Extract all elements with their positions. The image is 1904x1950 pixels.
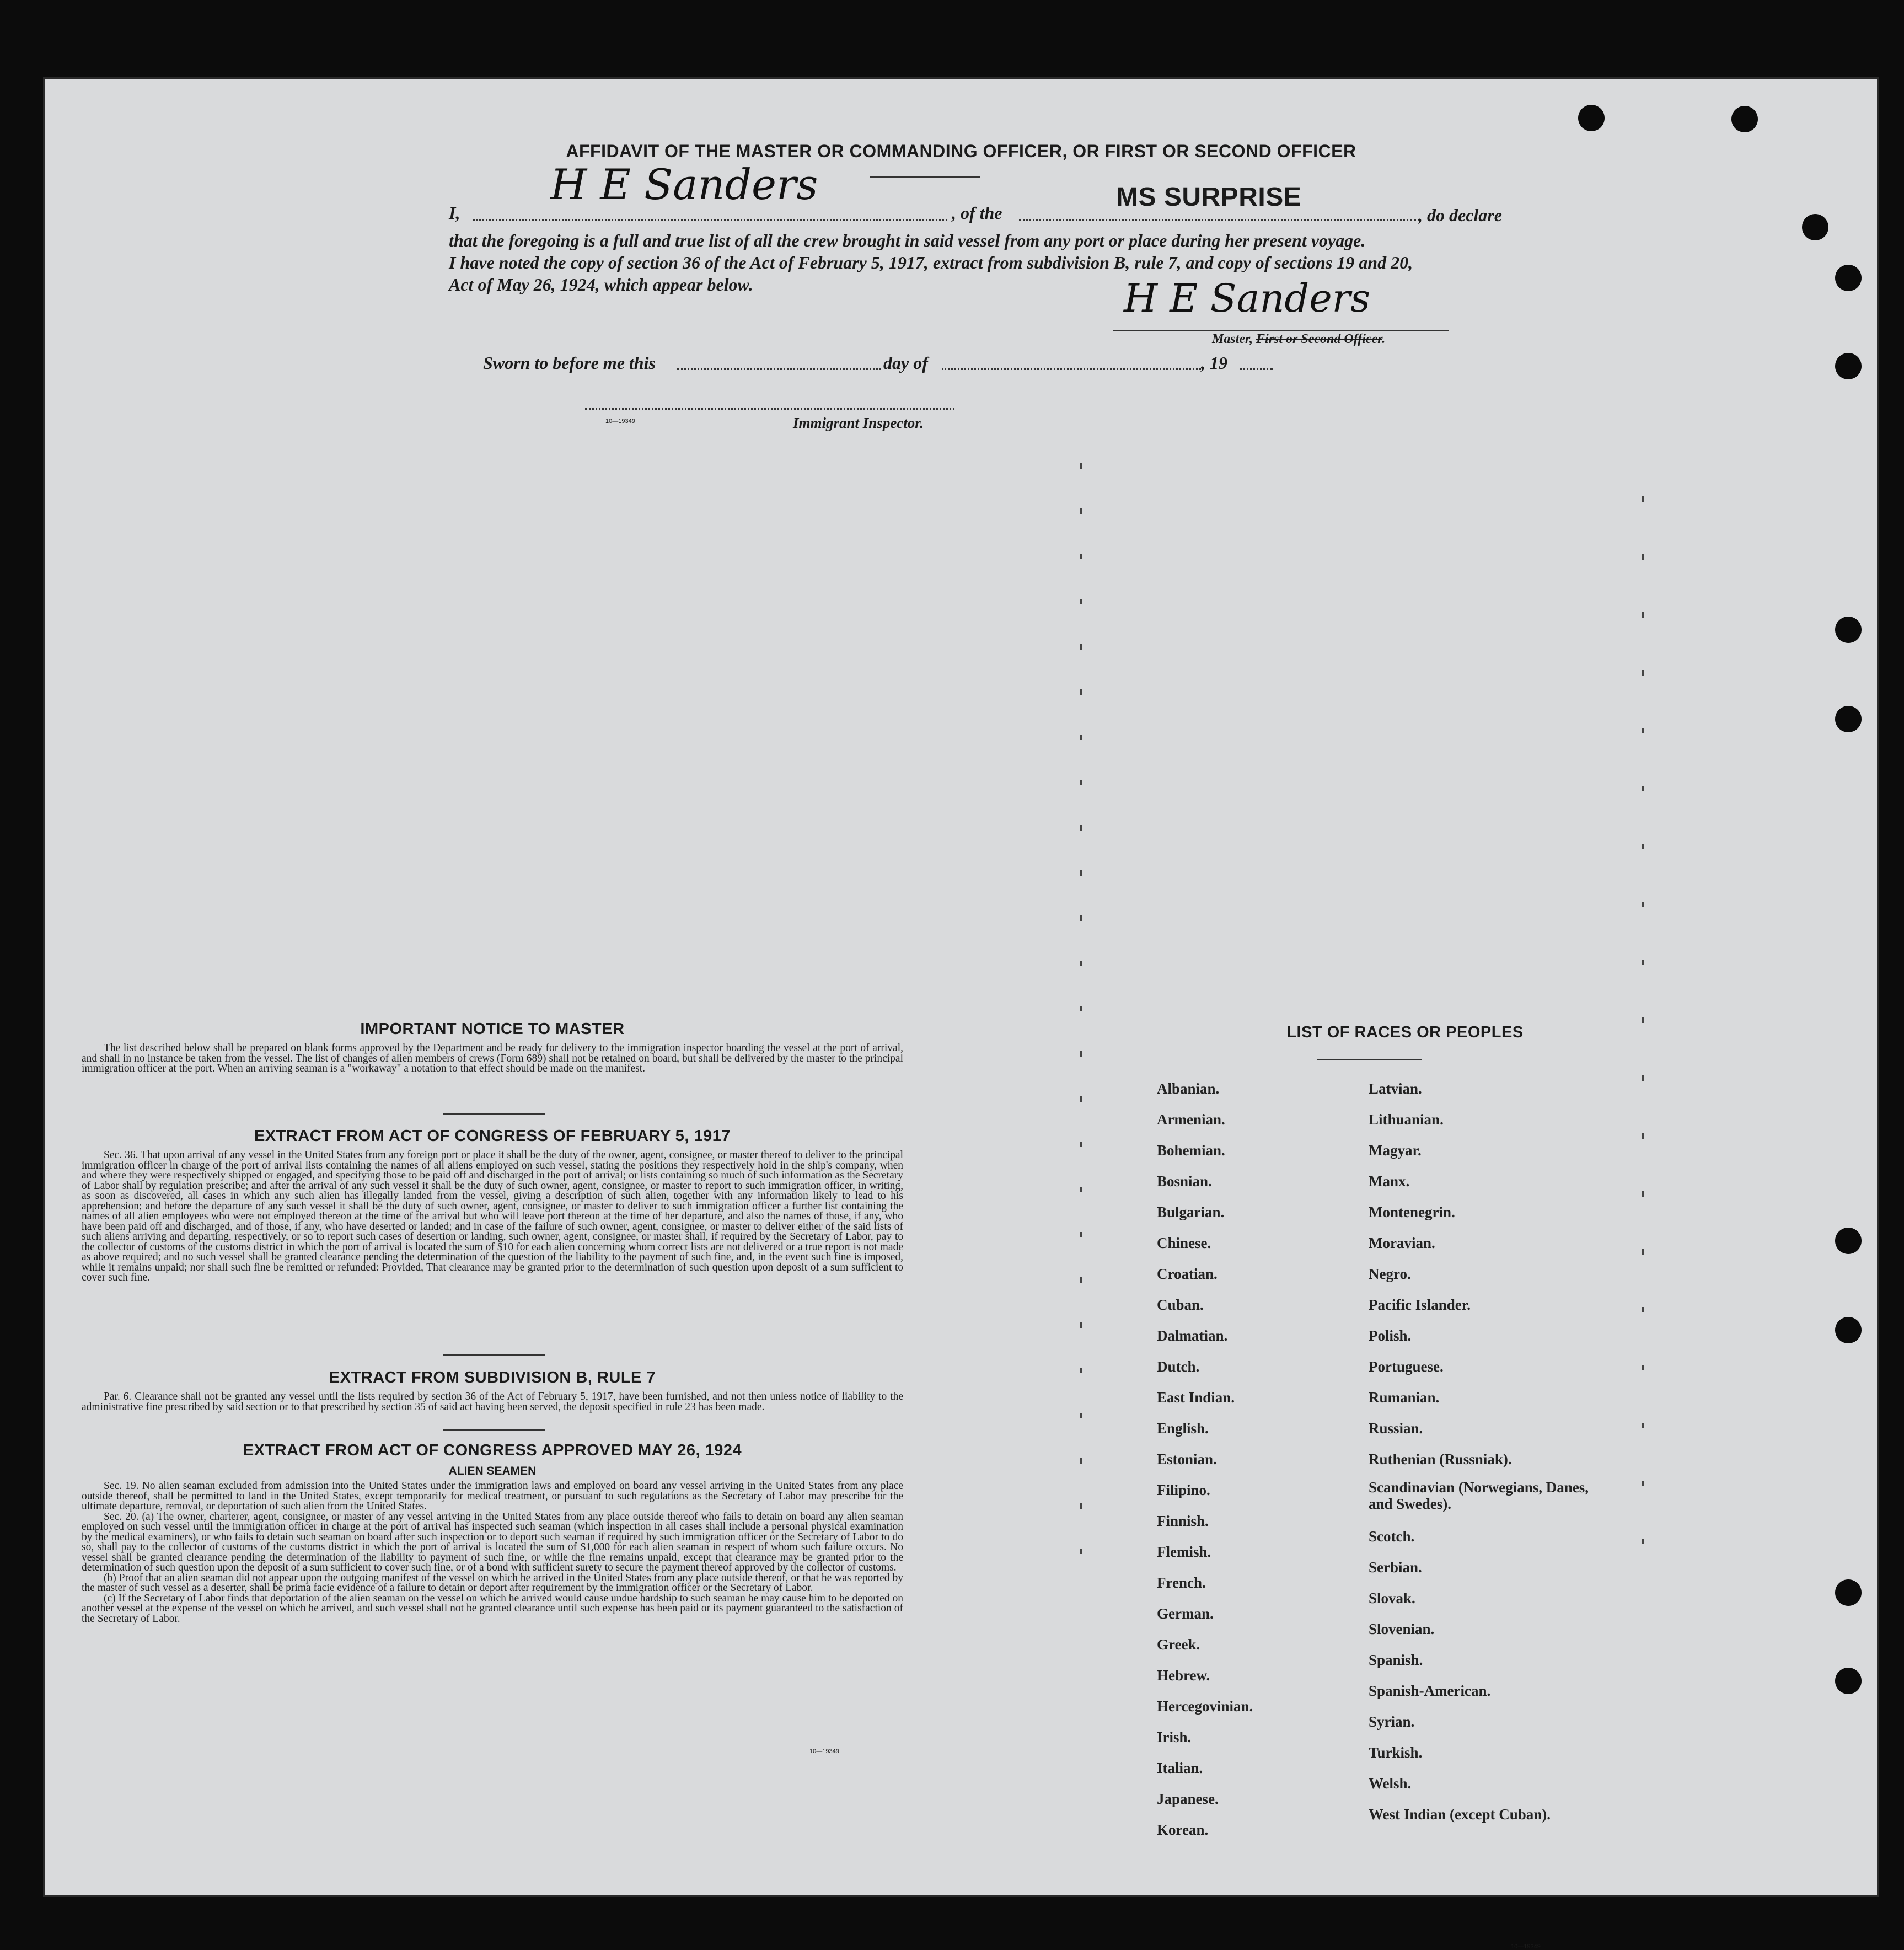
race-item: Montenegrin. bbox=[1369, 1204, 1455, 1220]
signature-caption: Master, First or Second Officer. bbox=[1212, 332, 1386, 346]
notice-rule bbox=[443, 1113, 545, 1115]
speck-mark bbox=[1080, 1503, 1082, 1509]
race-item: Lithuanian. bbox=[1369, 1111, 1444, 1128]
master-signature-2: H E Sanders bbox=[1124, 276, 1371, 321]
race-item: Moravian. bbox=[1369, 1235, 1435, 1251]
punch-hole bbox=[1731, 106, 1758, 132]
speck-mark bbox=[1080, 1006, 1082, 1011]
speck-mark bbox=[1080, 644, 1082, 650]
punch-hole bbox=[1802, 214, 1828, 240]
race-item: Slovak. bbox=[1369, 1590, 1415, 1606]
punch-hole bbox=[1578, 105, 1605, 131]
race-item: Polish. bbox=[1369, 1327, 1412, 1344]
name-line bbox=[473, 219, 947, 221]
sec20b-text: (b) Proof that an alien seaman did not appear upon the outgoing manifest of the vessel on which he arrived in the United States from any place outside thereof, or that he was reported by the master of such vessel as a deserter, shall be prima facie evidence of a failure to detain or deport after requirement by the immigration officer or the Secretary of Labor. bbox=[82, 1572, 903, 1594]
speck-mark bbox=[1642, 786, 1644, 791]
speck-mark bbox=[1642, 1365, 1644, 1370]
speck-mark bbox=[1080, 1277, 1082, 1283]
sworn-label: Sworn to before me this bbox=[483, 353, 656, 373]
affidavit-prefix: I, bbox=[449, 203, 460, 223]
punch-hole bbox=[1835, 1579, 1862, 1606]
speck-mark bbox=[1642, 612, 1644, 618]
speck-mark bbox=[1080, 463, 1082, 469]
form-code-bottom-left: 10—19349 bbox=[809, 1748, 839, 1755]
race-item: Scotch. bbox=[1369, 1528, 1415, 1545]
speck-mark bbox=[1642, 1423, 1644, 1428]
race-item: Rumanian. bbox=[1369, 1389, 1440, 1406]
punch-hole bbox=[1835, 1668, 1862, 1694]
race-item: Greek. bbox=[1157, 1636, 1200, 1653]
race-item: Bulgarian. bbox=[1157, 1204, 1225, 1220]
race-item: Italian. bbox=[1157, 1760, 1203, 1776]
rule7-text: Par. 6. Clearance shall not be granted any vessel until the lists required by section 36 of the Act of February 5, 1917, have been furnished, and not then unless notice of liability to the administrative fine prescribed by said section or to that prescribed by section 35 of said act having been served, the deposit specified in rule 23 has been made. bbox=[82, 1391, 903, 1413]
speck-mark bbox=[1642, 496, 1644, 502]
form-sheet bbox=[43, 77, 1879, 1950]
speck-mark bbox=[1642, 1017, 1644, 1023]
sec20a-text: Sec. 20. (a) The owner, charterer, agent, consignee, or master of any vessel arriving in the United States from any place outside thereof who fails to detain on board any alien seaman employed on such vessel until the immigration officer in charge at the port of arrival has inspected such seaman (which inspection in all cases shall include a personal physical examination by the medical examiners), or who fails to detain such seaman on board after such inspection or to deport such seaman if required by such immigration officer or the Secretary of Labor to do so, shall pay to the collector of customs of the customs district in which the port of arrival is located the sum of $1,000 for each alien seaman in respect of whom such failure occurs. No vessel shall be granted clearance pending the determination of the liability to payment of such fine, or while the fine remains unpaid, except that clearance may be granted prior to the determination of such question upon the deposit of a sum sufficient to cover such fine, or of a bond with sufficient surety to secure the payment thereof approved by the collector of customs. bbox=[82, 1510, 903, 1573]
affidavit-line-1: that the foregoing is a full and true list of all the crew brought in said vessel from any port or place during her present voyage. bbox=[449, 231, 1366, 250]
day-of-label: day of bbox=[883, 353, 928, 373]
speck-mark bbox=[1080, 1187, 1082, 1192]
race-item: Bosnian. bbox=[1157, 1173, 1212, 1190]
races-title: LIST OF RACES OR PEOPLES bbox=[1286, 1024, 1524, 1041]
race-item: Filipino. bbox=[1157, 1482, 1210, 1498]
sec20c-text: (c) If the Secretary of Labor finds that deportation of the alien seaman on the vessel on which he arrived would cause undue hardship to such seaman he may cause him to be deported on another vessel at the expense of the vessel on which he arrived, and such vessel shall not be granted clearance until such expense has been paid or its payment guaranteed to the satisfaction of the Secretary of Labor. bbox=[82, 1592, 903, 1625]
race-item: Hercegovinian. bbox=[1157, 1698, 1253, 1715]
race-item: Dalmatian. bbox=[1157, 1327, 1228, 1344]
speck-mark bbox=[1080, 825, 1082, 831]
extract-1917-title: EXTRACT FROM ACT OF CONGRESS OF FEBRUARY 5, 1917 bbox=[254, 1127, 731, 1145]
sworn-month-line bbox=[942, 368, 1201, 370]
race-item: Turkish. bbox=[1369, 1744, 1423, 1761]
speck-mark bbox=[1080, 508, 1082, 514]
race-item: Scandinavian (Norwegians, Danes, and Swedes). bbox=[1369, 1479, 1589, 1512]
speck-mark bbox=[1080, 1458, 1082, 1464]
race-item: East Indian. bbox=[1157, 1389, 1235, 1406]
race-item: Japanese. bbox=[1157, 1791, 1219, 1807]
race-item: Welsh. bbox=[1369, 1775, 1412, 1792]
form-code-top: 10—19349 bbox=[605, 418, 635, 425]
speck-mark bbox=[1080, 1096, 1082, 1102]
race-item: Chinese. bbox=[1157, 1235, 1211, 1251]
speck-mark bbox=[1642, 728, 1644, 733]
race-item: Korean. bbox=[1157, 1822, 1209, 1838]
speck-mark bbox=[1642, 670, 1644, 676]
speck-mark bbox=[1080, 735, 1082, 740]
speck-mark bbox=[1642, 1133, 1644, 1139]
race-item: Syrian. bbox=[1369, 1713, 1415, 1730]
races-right-column bbox=[1369, 1073, 1600, 1830]
speck-mark bbox=[1642, 1539, 1644, 1544]
speck-mark bbox=[1080, 1142, 1082, 1147]
do-declare-label: , do declare bbox=[1418, 205, 1502, 225]
rule7-title: EXTRACT FROM SUBDIVISION B, RULE 7 bbox=[329, 1369, 656, 1386]
vessel-name: MS SURPRISE bbox=[1116, 183, 1302, 212]
speck-mark bbox=[1080, 915, 1082, 921]
speck-mark bbox=[1080, 599, 1082, 604]
race-item: Finnish. bbox=[1157, 1513, 1209, 1529]
speck-mark bbox=[1080, 689, 1082, 695]
race-item: Spanish. bbox=[1369, 1652, 1423, 1668]
race-item: Latvian. bbox=[1369, 1080, 1422, 1097]
race-item: Spanish-American. bbox=[1369, 1683, 1491, 1699]
race-item: Bohemian. bbox=[1157, 1142, 1225, 1159]
race-item: English. bbox=[1157, 1420, 1209, 1437]
punch-hole bbox=[1835, 1228, 1862, 1254]
punch-hole bbox=[1835, 617, 1862, 643]
affidavit-line-3: Act of May 26, 1924, which appear below. bbox=[449, 275, 753, 294]
speck-mark bbox=[1642, 1075, 1644, 1081]
speck-mark bbox=[1642, 1249, 1644, 1255]
form-code-bottom-right: 10—19349 bbox=[1511, 1943, 1541, 1950]
race-item: French. bbox=[1157, 1574, 1206, 1591]
punch-hole bbox=[1835, 353, 1862, 379]
notice-text: The list described below shall be prepared on blank forms approved by the Department and be ready for delivery to the immigration inspector boarding the vessel at the port of arrival, and shall in no instance be taken from the vessel. The list of changes of alien members of crews (Form 689) shall not be retained on board, but shall be delivered by the master to the principal immigration officer at the port. When an arriving seaman is a "workaway" a notation to that effect should be made on the manifest. bbox=[82, 1042, 903, 1074]
race-item: Ruthenian (Russniak). bbox=[1369, 1451, 1512, 1467]
speck-mark bbox=[1080, 1413, 1082, 1418]
year-prefix: , 19 bbox=[1201, 353, 1227, 373]
race-item: Portuguese. bbox=[1369, 1358, 1444, 1375]
vessel-line bbox=[1019, 219, 1416, 221]
speck-mark bbox=[1080, 870, 1082, 876]
race-item: Slovenian. bbox=[1369, 1621, 1435, 1637]
of-the-label: , of the bbox=[952, 203, 1002, 223]
punch-hole bbox=[1835, 1317, 1862, 1343]
speck-mark bbox=[1642, 1307, 1644, 1312]
race-item: Hebrew. bbox=[1157, 1667, 1210, 1684]
inspector-line bbox=[585, 408, 954, 410]
affidavit-title: AFFIDAVIT OF THE MASTER OR COMMANDING OFFICER, OR FIRST OR SECOND OFFICER bbox=[566, 141, 1356, 161]
race-item: Flemish. bbox=[1157, 1544, 1211, 1560]
races-rule bbox=[1317, 1059, 1422, 1060]
alien-seamen-subtitle: ALIEN SEAMEN bbox=[448, 1465, 537, 1477]
race-item: German. bbox=[1157, 1605, 1214, 1622]
rule7-rule bbox=[443, 1429, 545, 1431]
sworn-day-line bbox=[677, 368, 881, 370]
race-item: Dutch. bbox=[1157, 1358, 1200, 1375]
races-left-column bbox=[1157, 1073, 1355, 1845]
race-item: Serbian. bbox=[1369, 1559, 1422, 1576]
speck-mark bbox=[1080, 961, 1082, 966]
race-item: Russian. bbox=[1369, 1420, 1423, 1437]
race-item: Pacific Islander. bbox=[1369, 1297, 1471, 1313]
race-item: Estonian. bbox=[1157, 1451, 1217, 1467]
speck-mark bbox=[1080, 1368, 1082, 1373]
punch-hole bbox=[1835, 706, 1862, 732]
race-item: Cuban. bbox=[1157, 1297, 1204, 1313]
extract-1917-rule bbox=[443, 1354, 545, 1356]
race-item: Irish. bbox=[1157, 1729, 1192, 1745]
inspector-label: Immigrant Inspector. bbox=[793, 415, 924, 431]
speck-mark bbox=[1642, 1191, 1644, 1197]
race-item: Croatian. bbox=[1157, 1266, 1218, 1282]
signature-rule bbox=[1113, 330, 1449, 331]
race-item: Albanian. bbox=[1157, 1080, 1220, 1097]
race-item: West Indian (except Cuban). bbox=[1369, 1806, 1551, 1823]
title-rule bbox=[870, 176, 980, 178]
speck-mark bbox=[1080, 780, 1082, 785]
struck-officer-label: First or Second Officer bbox=[1256, 332, 1382, 346]
speck-mark bbox=[1080, 1549, 1082, 1554]
master-label: Master, bbox=[1212, 332, 1253, 346]
speck-mark bbox=[1642, 960, 1644, 965]
speck-mark bbox=[1642, 1481, 1644, 1486]
affidavit-line-2: I have noted the copy of section 36 of the Act of February 5, 1917, extract from subdivision B, rule 7, and copy of sections 19 and 20, bbox=[449, 253, 1413, 272]
punch-hole bbox=[1835, 265, 1862, 291]
speck-mark bbox=[1080, 1322, 1082, 1328]
speck-mark bbox=[1080, 554, 1082, 559]
speck-mark bbox=[1080, 1232, 1082, 1238]
notice-title: IMPORTANT NOTICE TO MASTER bbox=[360, 1020, 625, 1038]
speck-mark bbox=[1642, 902, 1644, 907]
race-item: Negro. bbox=[1369, 1266, 1411, 1282]
year-line bbox=[1240, 368, 1273, 370]
speck-mark bbox=[1642, 554, 1644, 560]
race-item: Armenian. bbox=[1157, 1111, 1225, 1128]
extract-1917-text: Sec. 36. That upon arrival of any vessel in the United States from any foreign port or place it shall be the duty of the owner, agent, consignee, or master thereof to deliver to the principal immigration officer in charge of the port of arrival lists containing the names of all aliens employed on such vessel, stating the positions they respectively hold in the ship's company, when and where they were respectively shipped or engaged, and specifying those to be paid off and discharged in the port of arrival; or lists containing so much of such information as the Secretary of Labor shall by regulation prescribe; and after the arrival of any such vessel it shall be the duty of such owner, agent, consignee, or master to report to such immigration officer, in writing, as soon as discovered, all cases in which any such alien has illegally landed from the vessel, giving a description of such alien, together with any information likely to lead to his apprehension; and before the departure of any such vessel it shall be the duty of such owner, agent, consignee, or master to deliver to such immigration officer a further list containing the names of all alien employees who were not employed thereon at the time of the arrival but who will leave port thereon at the time of her departure, and also the names of those, if any, who have been paid off and discharged, and of those, if any, who have deserted or landed; and in case of the failure of such owner, agent, consignee, or master to deliver either of the said lists of such aliens arriving and departing, respectively, or so to report such cases of desertion or landing, such owner, agent, consignee, or master shall, if required by the Secretary of Labor, pay to the collector of customs of the customs district in which the port of arrival is located the sum of $10 for each alien concerning whom correct lists are not delivered or a true report is not made as above required; and no such vessel shall be granted clearance pending the determination of the question of the liability to the payment of such fine, and, in the event such fine is imposed, while it remains unpaid; nor shall such fine be remitted or refunded: Provided, That clearance may be granted prior to the determination of such question upon deposit of a sum sufficient to cover such fine. bbox=[82, 1149, 903, 1283]
master-signature: H E Sanders bbox=[550, 160, 818, 209]
speck-mark bbox=[1642, 844, 1644, 849]
sec19-text: Sec. 19. No alien seaman excluded from admission into the United States under the immigration laws and employed on board any vessel arriving in the United States from any place outside thereof, shall be permitted to land in the United States, except temporarily for medical treatment, or pursuant to such regulations as the Secretary of Labor may prescribe for the ultimate departure, removal, or deportation of such alien from the United States. bbox=[82, 1480, 903, 1512]
extract-1924-title: EXTRACT FROM ACT OF CONGRESS APPROVED MAY 26, 1924 bbox=[243, 1442, 742, 1459]
speck-mark bbox=[1080, 1051, 1082, 1057]
race-item: Manx. bbox=[1369, 1173, 1410, 1190]
race-item: Magyar. bbox=[1369, 1142, 1422, 1159]
extract-1924-body bbox=[82, 1481, 903, 1624]
